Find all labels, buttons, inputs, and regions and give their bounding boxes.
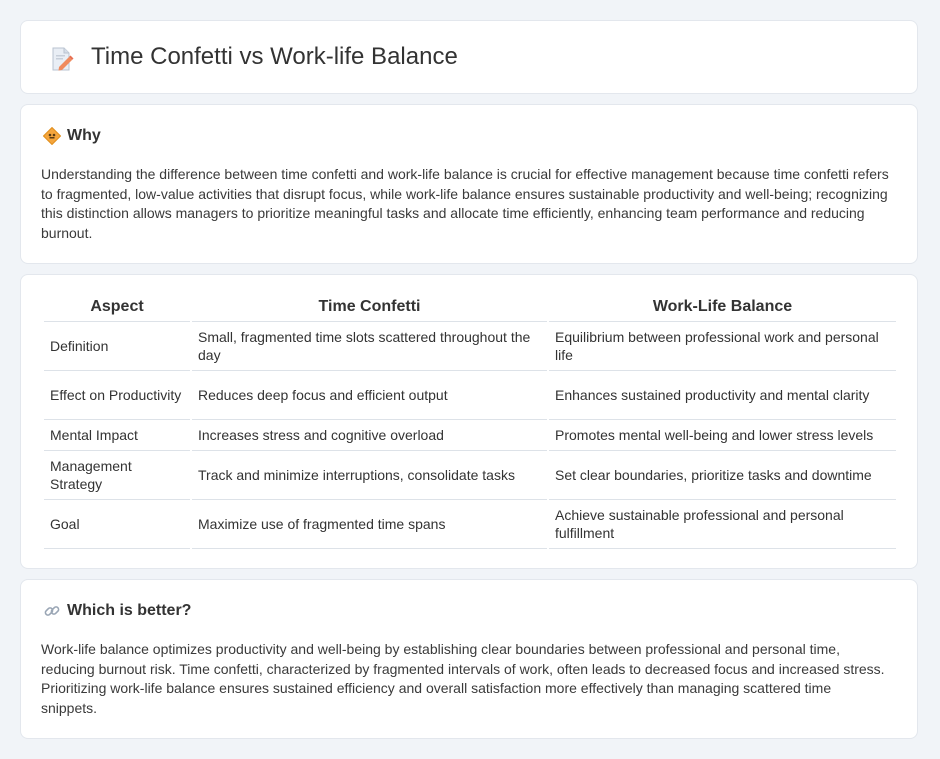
table-row xyxy=(44,371,896,420)
cell-work-life-balance: Set clear boundaries, prioritize tasks and downtime xyxy=(549,451,896,500)
header-work-life-balance: Work-Life Balance xyxy=(549,293,896,322)
page-title: Time Confetti vs Work-life Balance xyxy=(91,43,458,70)
why-text: Understanding the difference between time confetti and work-life balance is crucial for effective management because time confetti refers to fragmented, low-value activities that disrupt focus, while work-life balance ensures sustainable productivity and well-being; recognizing this distinction allows managers to prioritize meaningful tasks and allocate time efficiently, enhancing team performance and reducing burnout. xyxy=(41,166,889,241)
cell-time-confetti: Maximize use of fragmented time spans xyxy=(192,500,547,549)
cell-aspect: Mental Impact xyxy=(44,420,190,451)
table-row xyxy=(44,420,896,451)
cell-time-confetti: Small, fragmented time slots scattered throughout the day xyxy=(192,322,547,371)
document-edit-icon xyxy=(49,46,75,72)
cell-time-confetti: Track and minimize interruptions, consolidate tasks xyxy=(192,451,547,500)
why-heading xyxy=(43,127,101,145)
cell-work-life-balance: Promotes mental well-being and lower stress levels xyxy=(549,420,896,451)
cell-time-confetti: Reduces deep focus and efficient output xyxy=(192,371,547,420)
diamond-sign-icon xyxy=(43,127,61,145)
better-heading xyxy=(43,602,191,620)
cell-work-life-balance: Enhances sustained productivity and mental clarity xyxy=(549,371,896,420)
header-time-confetti: Time Confetti xyxy=(192,293,547,322)
why-section xyxy=(20,104,918,264)
cell-aspect: Effect on Productivity xyxy=(44,371,190,420)
table-row xyxy=(44,500,896,549)
cell-aspect: Definition xyxy=(44,322,190,371)
why-title: Why xyxy=(67,127,101,144)
cell-work-life-balance: Equilibrium between professional work and personal life xyxy=(549,322,896,371)
cell-time-confetti: Increases stress and cognitive overload xyxy=(192,420,547,451)
comparison-card xyxy=(20,274,918,569)
table-row xyxy=(44,451,896,500)
which-is-better-section xyxy=(20,579,918,739)
header-card xyxy=(20,20,918,94)
table-row xyxy=(44,322,896,371)
better-text: Work-life balance optimizes productivity and well-being by establishing clear boundaries between professional and personal time, reducing burnout risk. Time confetti, characterized by fragmented intervals of work, often leads to decreased focus and increased stress. Prioritizing work-life balance ensures sustained efficiency and overall satisfaction more effectively than managing scattered time snippets. xyxy=(41,641,885,716)
cell-work-life-balance: Achieve sustainable professional and personal fulfillment xyxy=(549,500,896,549)
table-header-row xyxy=(44,293,896,322)
comparison-table xyxy=(42,293,898,549)
link-icon xyxy=(43,602,61,620)
cell-aspect: Management Strategy xyxy=(44,451,190,500)
header-aspect: Aspect xyxy=(44,293,190,322)
better-title: Which is better? xyxy=(67,602,192,619)
cell-aspect: Goal xyxy=(44,500,190,549)
